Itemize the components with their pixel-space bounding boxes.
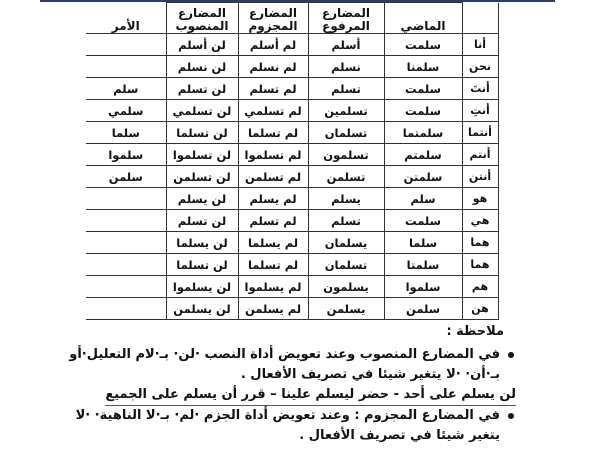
cell-present-marfu: يسلمن xyxy=(308,298,384,320)
cell-past: سلمن xyxy=(384,298,462,320)
note-item-majzum-text: في المضارع المجزوم : وعند تعويض أداة الجزم ·لم· بـ·لا الناهية· ·لا يتغير شيئا في تصريف الأفعال . xyxy=(75,408,500,443)
cell-present-majzum: لم يسلموا xyxy=(238,276,308,298)
cell-present-majzum: لم تسلما xyxy=(238,122,308,144)
cell-pronoun: هي xyxy=(462,210,498,232)
cell-imperative xyxy=(86,298,166,320)
cell-present-mansub: لن أسلم xyxy=(166,34,238,56)
cell-imperative xyxy=(86,56,166,78)
cell-imperative xyxy=(86,254,166,276)
cell-pronoun: أنتَ xyxy=(462,78,498,100)
note-item-mansub xyxy=(60,345,518,385)
cell-present-marfu: تسلم xyxy=(308,78,384,100)
note-example xyxy=(60,385,518,406)
cell-present-mansub: لن تسلموا xyxy=(166,144,238,166)
header-present-mansub: المضارع المنصوب xyxy=(166,3,238,34)
cell-present-mansub: لن نسلم xyxy=(166,56,238,78)
cell-present-majzum: لم تسلم xyxy=(238,78,308,100)
cell-pronoun: أنتِ xyxy=(462,100,498,122)
cell-present-mansub: لن تسلمن xyxy=(166,166,238,188)
cell-present-marfu: تسلمن xyxy=(308,166,384,188)
cell-imperative xyxy=(86,34,166,56)
cell-present-marfu: يسلمون xyxy=(308,276,384,298)
cell-present-mansub: لن يسلم xyxy=(166,188,238,210)
cell-past: سلمتا xyxy=(384,254,462,276)
cell-present-marfu: تسلمان xyxy=(308,122,384,144)
cell-past: سلمتم xyxy=(384,144,462,166)
cell-present-marfu: تسلمين xyxy=(308,100,384,122)
cell-imperative: سلمن xyxy=(86,166,166,188)
header-past: الماضي xyxy=(384,3,462,34)
conjugation-table xyxy=(86,2,499,320)
cell-present-mansub: لن يسلما xyxy=(166,232,238,254)
cell-pronoun: أنتم xyxy=(462,144,498,166)
cell-past: سلمت xyxy=(384,100,462,122)
header-imperative: الأمر xyxy=(86,3,166,34)
table-row xyxy=(86,210,498,232)
cell-present-marfu: تسلم xyxy=(308,210,384,232)
table-header-row xyxy=(86,3,498,34)
cell-imperative xyxy=(86,232,166,254)
table-row xyxy=(86,166,498,188)
cell-present-majzum: لم يسلمن xyxy=(238,298,308,320)
cell-past: سلما xyxy=(384,232,462,254)
cell-present-majzum: لم تسلم xyxy=(238,210,308,232)
cell-present-majzum: لم يسلما xyxy=(238,232,308,254)
cell-past: سلمتن xyxy=(384,166,462,188)
cell-present-marfu: نسلم xyxy=(308,56,384,78)
cell-imperative: سلم xyxy=(86,78,166,100)
cell-past: سلمت xyxy=(384,78,462,100)
cell-present-mansub: لن تسلم xyxy=(166,210,238,232)
bullet-icon xyxy=(508,413,514,419)
cell-past: سلمت xyxy=(384,34,462,56)
cell-pronoun: أنتن xyxy=(462,166,498,188)
cell-imperative: سلما xyxy=(86,122,166,144)
bullet-icon xyxy=(508,352,514,358)
cell-pronoun: هما xyxy=(462,232,498,254)
note-example-text: لن يسلم على أحد - حضر ليسلم علينا – قرر أن يسلم على الجميع xyxy=(105,385,516,406)
cell-imperative: سلموا xyxy=(86,144,166,166)
cell-present-marfu: أسلم xyxy=(308,34,384,56)
cell-pronoun: هو xyxy=(462,188,498,210)
cell-imperative xyxy=(86,210,166,232)
cell-past: سلمتما xyxy=(384,122,462,144)
cell-past: سلموا xyxy=(384,276,462,298)
cell-pronoun: هن xyxy=(462,298,498,320)
table-row xyxy=(86,298,498,320)
cell-present-mansub: لن تسلما xyxy=(166,122,238,144)
cell-pronoun: هما xyxy=(462,254,498,276)
cell-present-marfu: يسلمان xyxy=(308,232,384,254)
cell-present-mansub: لن يسلموا xyxy=(166,276,238,298)
cell-pronoun: أنا xyxy=(462,34,498,56)
cell-present-marfu: تسلمان xyxy=(308,254,384,276)
note-item-mansub-text: في المضارع المنصوب وعند تعويض أداة النصب ·لن· بـ·لام التعليل·أو بـ·أن· ·لا يتغير شيئا في تصريف الأفعال . xyxy=(69,347,500,382)
table-row xyxy=(86,56,498,78)
cell-past: سلم xyxy=(384,188,462,210)
cell-imperative xyxy=(86,276,166,298)
notes-section xyxy=(60,324,518,446)
table-row xyxy=(86,34,498,56)
cell-present-marfu: يسلم xyxy=(308,188,384,210)
cell-present-majzum: لم أسلم xyxy=(238,34,308,56)
cell-present-majzum: لم تسلمي xyxy=(238,100,308,122)
table-row xyxy=(86,188,498,210)
table-row xyxy=(86,254,498,276)
cell-present-majzum: لم يسلم xyxy=(238,188,308,210)
cell-present-majzum: لم تسلما xyxy=(238,254,308,276)
table-row xyxy=(86,100,498,122)
cell-pronoun: نحن xyxy=(462,56,498,78)
cell-present-mansub: لن تسلم xyxy=(166,78,238,100)
cell-present-majzum: لم تسلموا xyxy=(238,144,308,166)
cell-pronoun: أنتما xyxy=(462,122,498,144)
cell-past: سلمنا xyxy=(384,56,462,78)
notes-heading: ملاحظة : xyxy=(446,324,504,339)
header-present-majzum: المضارع المجزوم xyxy=(238,3,308,34)
note-item-majzum xyxy=(60,406,518,446)
table-row xyxy=(86,232,498,254)
table-row xyxy=(86,122,498,144)
cell-imperative: سلمي xyxy=(86,100,166,122)
cell-present-majzum: لم تسلمن xyxy=(238,166,308,188)
cell-present-majzum: لم نسلم xyxy=(238,56,308,78)
table-row xyxy=(86,276,498,298)
header-pronoun xyxy=(462,3,498,34)
cell-imperative xyxy=(86,188,166,210)
cell-present-mansub: لن تسلمي xyxy=(166,100,238,122)
cell-pronoun: هم xyxy=(462,276,498,298)
table-row xyxy=(86,78,498,100)
table-row xyxy=(86,144,498,166)
cell-past: سلمت xyxy=(384,210,462,232)
cell-present-mansub: لن يسلمن xyxy=(166,298,238,320)
cell-present-mansub: لن تسلما xyxy=(166,254,238,276)
cell-present-marfu: تسلمون xyxy=(308,144,384,166)
header-present-marfu: المضارع المرفوع xyxy=(308,3,384,34)
